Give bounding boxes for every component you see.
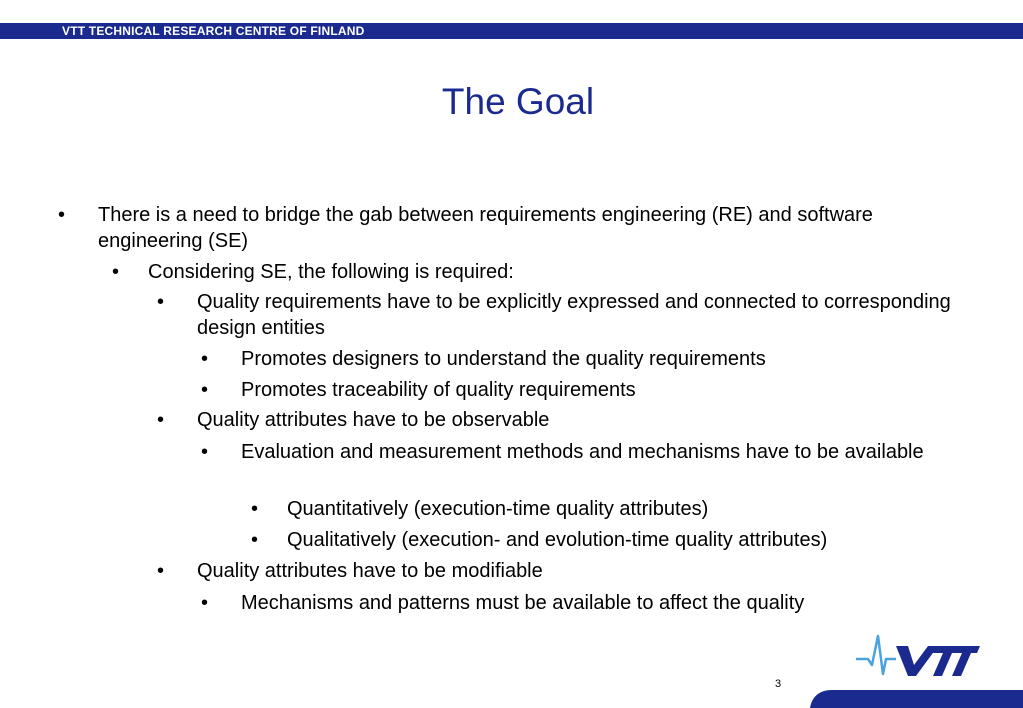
page-number: 3	[775, 678, 782, 690]
bullet-icon: •	[251, 498, 259, 520]
organization-name: VTT TECHNICAL RESEARCH CENTRE OF FINLAND	[62, 24, 365, 38]
bullet-item	[201, 346, 961, 372]
bullet-text: Promotes designers to understand the quality requirements	[241, 348, 766, 370]
bullet-item	[157, 558, 957, 584]
bullet-item	[201, 439, 956, 465]
footer-swoosh	[810, 690, 1023, 708]
bullet-text: Promotes traceability of quality requirements	[241, 379, 636, 401]
bullet-icon: •	[157, 409, 165, 431]
bullet-icon: •	[201, 379, 209, 401]
bullet-text: Evaluation and measurement methods and mechanisms have to be available	[241, 441, 924, 463]
bullet-item	[157, 407, 957, 433]
bullet-icon: •	[58, 204, 66, 226]
bullet-icon: •	[201, 592, 209, 614]
bullet-item	[112, 259, 948, 285]
bullet-text: Mechanisms and patterns must be available to affect the quality	[241, 592, 805, 614]
bullet-text: Quality attributes have to be modifiable	[197, 560, 543, 582]
bullet-icon: •	[251, 529, 259, 551]
bullet-icon: •	[157, 560, 165, 582]
slide-title: The Goal	[441, 81, 595, 122]
bullet-item	[58, 202, 938, 254]
bullet-icon: •	[157, 291, 165, 313]
bullet-text: Quality attributes have to be observable	[197, 409, 550, 431]
vtt-logo	[856, 632, 980, 682]
bullet-item	[201, 377, 961, 403]
bullet-icon: •	[201, 441, 209, 463]
bullet-text: There is a need to bridge the gab between requirements engineering (RE) and software engineering (SE)	[98, 204, 873, 252]
bullet-item	[201, 590, 961, 616]
bullet-text: Qualitatively (execution- and evolution-time quality attributes)	[287, 529, 828, 551]
bullet-text: Quantitatively (execution-time quality attributes)	[287, 498, 709, 520]
header-bar	[0, 23, 1023, 39]
bullet-item	[157, 289, 957, 341]
bullet-text: Considering SE, the following is required:	[148, 261, 514, 283]
bullet-item	[251, 496, 987, 522]
bullet-text: Quality requirements have to be explicitly expressed and connected to corresponding design entities	[197, 291, 951, 339]
bullet-icon: •	[112, 261, 120, 283]
bullet-item	[251, 527, 987, 553]
bullet-icon: •	[201, 348, 209, 370]
